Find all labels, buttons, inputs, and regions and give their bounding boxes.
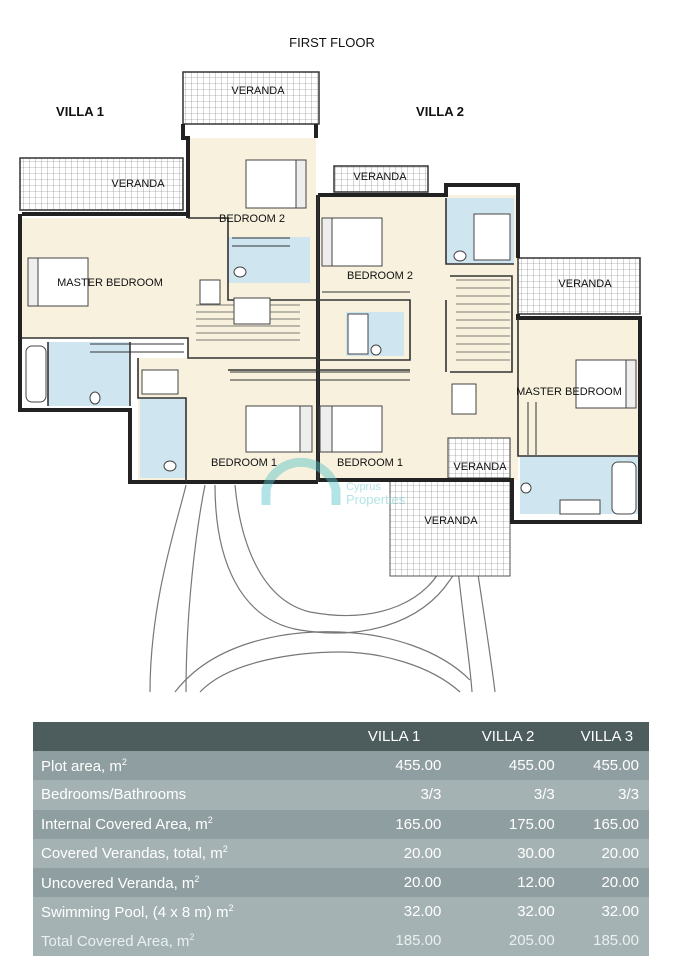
specs-table-container <box>33 722 649 956</box>
table-row <box>33 868 649 897</box>
villa2-label: VILLA 2 <box>416 104 464 119</box>
unit-superscript: 2 <box>121 756 127 767</box>
table-header-villa3: VILLA 3 <box>565 722 649 751</box>
table-row <box>33 780 649 809</box>
row-label-text: Swimming Pool, (4 x 8 m) m <box>41 903 229 921</box>
cell-villa2: 12.00 <box>451 868 564 897</box>
row-label <box>33 751 337 780</box>
bedroom1-v2-label: BEDROOM 1 <box>336 457 404 469</box>
unit-superscript: 2 <box>207 815 213 826</box>
watermark-line2: Properties <box>346 492 406 507</box>
row-label-text: Covered Verandas, total, m <box>41 845 223 863</box>
plan-title: FIRST FLOOR <box>289 35 375 50</box>
master-bedroom-v2-label: MASTER BEDROOM <box>516 386 622 398</box>
veranda-big-label: VERANDA <box>424 515 478 527</box>
veranda-top-label: VERANDA <box>231 85 285 97</box>
row-label-text: Plot area, m <box>41 757 122 775</box>
cell-villa2: 455.00 <box>451 751 564 780</box>
row-label <box>33 926 337 955</box>
specs-table <box>33 722 649 956</box>
table-row <box>33 751 649 780</box>
veranda-top <box>183 72 319 124</box>
row-label <box>33 839 337 868</box>
veranda-big <box>390 480 510 576</box>
cell-villa2: 175.00 <box>451 810 564 839</box>
villa1-label: VILLA 1 <box>56 104 104 119</box>
bedroom2-v2-label: BEDROOM 2 <box>346 270 414 282</box>
table-header-row <box>33 722 649 751</box>
table-header-villa2: VILLA 2 <box>451 722 564 751</box>
cell-villa2: 32.00 <box>451 897 564 926</box>
cell-villa3: 185.00 <box>565 926 649 955</box>
table-row <box>33 810 649 839</box>
cell-villa3: 20.00 <box>565 839 649 868</box>
unit-superscript: 2 <box>189 931 195 942</box>
bedroom2-v1-label: BEDROOM 2 <box>218 213 286 225</box>
unit-superscript: 2 <box>194 873 200 884</box>
cell-villa2: 30.00 <box>451 839 564 868</box>
table-row <box>33 839 649 868</box>
row-label <box>33 780 337 809</box>
unit-superscript: 2 <box>228 902 234 913</box>
cell-villa1: 185.00 <box>337 926 451 955</box>
table-header-villa1: VILLA 1 <box>337 722 451 751</box>
cell-villa1: 3/3 <box>337 780 451 809</box>
row-label <box>33 810 337 839</box>
row-label-text: Bedrooms/Bathrooms <box>41 786 187 804</box>
cell-villa1: 20.00 <box>337 839 451 868</box>
veranda-v2-top-label: VERANDA <box>353 171 407 183</box>
cell-villa1: 455.00 <box>337 751 451 780</box>
row-label-text: Total Covered Area, m <box>41 932 190 950</box>
row-label <box>33 868 337 897</box>
table-row <box>33 926 649 955</box>
cell-villa1: 165.00 <box>337 810 451 839</box>
bedroom1-v1-label: BEDROOM 1 <box>210 457 278 469</box>
veranda-v1-label: VERANDA <box>111 178 165 190</box>
row-label-text: Uncovered Veranda, m <box>41 874 195 892</box>
cell-villa3: 20.00 <box>565 868 649 897</box>
cell-villa2: 205.00 <box>451 926 564 955</box>
cell-villa1: 20.00 <box>337 868 451 897</box>
unit-superscript: 2 <box>222 844 228 855</box>
cell-villa3: 165.00 <box>565 810 649 839</box>
cell-villa3: 455.00 <box>565 751 649 780</box>
table-row <box>33 897 649 926</box>
row-label-text: Internal Covered Area, m <box>41 816 208 834</box>
table-header-label <box>33 722 337 751</box>
veranda-v2-bottom-label: VERANDA <box>453 461 507 473</box>
master-bedroom-v1-label: MASTER BEDROOM <box>57 277 163 289</box>
cell-villa3: 32.00 <box>565 897 649 926</box>
cell-villa3: 3/3 <box>565 780 649 809</box>
watermark-line1: Cyprus <box>346 481 381 493</box>
cell-villa2: 3/3 <box>451 780 564 809</box>
row-label <box>33 897 337 926</box>
cell-villa1: 32.00 <box>337 897 451 926</box>
veranda-v2-right-label: VERANDA <box>558 278 612 290</box>
